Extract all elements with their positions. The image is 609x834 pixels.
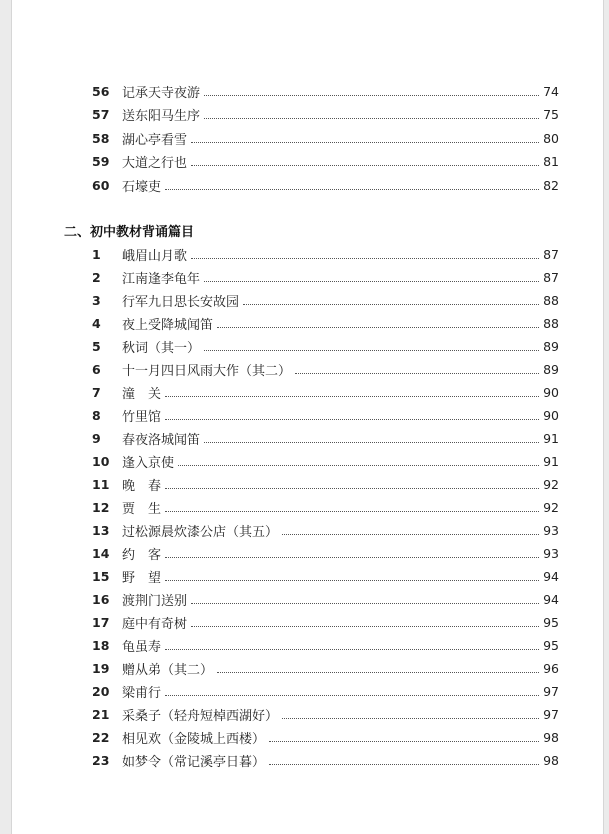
toc-entry-title: 秋词（其一） [122,340,201,356]
toc-entry-number: 18 [92,637,110,653]
toc-entry-number: 13 [92,522,110,538]
dot-leader [269,764,539,765]
toc-entry-title: 过松源晨炊漆公店（其五） [122,524,279,540]
toc-entry-title: 峨眉山月歌 [122,248,188,264]
dot-leader [165,189,539,190]
toc-entry [92,704,559,724]
dot-leader [295,373,539,374]
toc-entry-page: 94 [543,568,559,584]
toc-entry [92,635,559,655]
dot-leader [243,304,539,305]
toc-entry-page: 92 [543,499,559,515]
toc-entry-title: 贾 生 [122,501,162,517]
toc-entry-title: 庭中有奇树 [122,616,188,632]
toc-entry-number: 56 [92,83,110,99]
section-heading: 二、初中教材背诵篇目 [64,225,195,240]
dot-leader [217,327,539,328]
toc-entry-title: 龟虽寿 [122,639,162,655]
toc-entry-number: 6 [92,361,101,377]
toc-entry-page: 89 [543,338,559,354]
toc-entry [92,313,559,333]
toc-entry-number: 5 [92,338,101,354]
toc-entry-title: 赠从弟（其二） [122,662,214,678]
dot-leader [191,626,539,627]
toc-entry-page: 87 [543,269,559,285]
toc-entry-page: 94 [543,591,559,607]
toc-entry [92,244,559,264]
dot-leader [165,649,539,650]
toc-entry-page: 88 [543,315,559,331]
toc-entry-page: 82 [543,177,559,193]
document-page [11,0,604,834]
toc-entry-page: 93 [543,522,559,538]
dot-leader [191,258,539,259]
toc-entry-page: 88 [543,292,559,308]
toc-entry-number: 9 [92,430,101,446]
toc-entry-number: 58 [92,130,110,146]
toc-entry [92,382,559,402]
dot-leader [165,695,539,696]
toc-entry-title: 大道之行也 [122,156,188,172]
toc-entry-number: 1 [92,246,101,262]
toc-entry-number: 2 [92,269,101,285]
toc-entry-number: 3 [92,292,101,308]
toc-entry-number: 4 [92,315,101,331]
dot-leader [204,118,539,119]
toc-entry-number: 22 [92,729,110,745]
dot-leader [191,142,539,143]
toc-entry-number: 17 [92,614,110,630]
toc-entry-number: 11 [92,476,110,492]
toc-entry-page: 92 [543,476,559,492]
toc-entry-title: 春夜洛城闻笛 [122,432,201,448]
toc-entry [92,336,559,356]
toc-entry-title: 梁甫行 [122,685,162,701]
toc-entry-number: 20 [92,683,110,699]
dot-leader [165,511,539,512]
dot-leader [165,580,539,581]
toc-entry-title: 湖心亭看雪 [122,132,188,148]
toc-entry [92,128,559,148]
dot-leader [165,419,539,420]
toc-entry [92,681,559,701]
dot-leader [191,603,539,604]
toc-entry-number: 10 [92,453,110,469]
toc-entry-title: 野 望 [122,570,162,586]
toc-entry-page: 98 [543,752,559,768]
toc-entry-page: 93 [543,545,559,561]
dot-leader [269,741,539,742]
toc-entry [92,81,559,101]
toc-entry-number: 59 [92,154,110,170]
toc-entry-number: 60 [92,177,110,193]
toc-entry-title: 渡荆门送别 [122,593,188,609]
toc-entry-number: 12 [92,499,110,515]
dot-leader [282,534,539,535]
toc-entry-title: 十一月四日风雨大作（其二） [122,363,292,379]
toc-entry-title: 相见欢（金陵城上西楼） [122,731,266,747]
dot-leader [178,465,539,466]
toc-entry-number: 23 [92,752,110,768]
toc-entry [92,543,559,563]
toc-entry-page: 89 [543,361,559,377]
toc-entry-title: 逢入京使 [122,455,175,471]
toc-entry-page: 90 [543,407,559,423]
toc-entry-title: 采桑子（轻舟短棹西湖好） [122,708,279,724]
toc-entry-page: 80 [543,130,559,146]
toc-entry [92,658,559,678]
toc-entry [92,359,559,379]
toc-entry-title: 夜上受降城闻笛 [122,317,214,333]
toc-entry [92,267,559,287]
dot-leader [165,396,539,397]
dot-leader [217,672,539,673]
toc-entry-page: 87 [543,246,559,262]
toc-entry-page: 96 [543,660,559,676]
toc-entry-page: 91 [543,430,559,446]
toc-entry-title: 江南逢李龟年 [122,271,201,287]
toc-entry [92,497,559,517]
toc-entry-title: 石壕吏 [122,179,162,195]
toc-entry-number: 57 [92,107,110,123]
dot-leader [204,350,539,351]
dot-leader [165,557,539,558]
toc-entry [92,750,559,770]
toc-entry-title: 约 客 [122,547,162,563]
toc-entry [92,520,559,540]
dot-leader [191,165,539,166]
toc-entry [92,474,559,494]
toc-entry-page: 81 [543,154,559,170]
toc-entry-title: 送东阳马生序 [122,109,201,125]
toc-entry-number: 21 [92,706,110,722]
toc-entry-page: 74 [543,83,559,99]
toc-entry [92,428,559,448]
toc-entry [92,589,559,609]
toc-entry-page: 98 [543,729,559,745]
toc-entry-title: 如梦令（常记溪亭日暮） [122,754,266,770]
toc-entry-number: 15 [92,568,110,584]
toc-entry-title: 潼 关 [122,386,162,402]
toc-entry-title: 竹里馆 [122,409,162,425]
toc-entry [92,612,559,632]
toc-entry-title: 记承天寺夜游 [122,85,201,101]
dot-leader [204,442,539,443]
toc-entry-number: 7 [92,384,101,400]
toc-entry-number: 16 [92,591,110,607]
toc-entry [92,566,559,586]
toc-entry-page: 97 [543,706,559,722]
toc-entry [92,405,559,425]
toc-entry-page: 75 [543,107,559,123]
toc-entry-page: 97 [543,683,559,699]
toc-entry [92,290,559,310]
toc-entry-number: 19 [92,660,110,676]
toc-entry-page: 95 [543,637,559,653]
toc-entry-page: 91 [543,453,559,469]
dot-leader [204,281,539,282]
toc-entry [92,105,559,125]
dot-leader [204,95,539,96]
toc-entry [92,727,559,747]
toc-entry-number: 8 [92,407,101,423]
toc-entry [92,175,559,195]
toc-entry [92,152,559,172]
toc-entry [92,451,559,471]
toc-entry-number: 14 [92,545,110,561]
toc-entry-page: 95 [543,614,559,630]
toc-entry-title: 行军九日思长安故园 [122,294,240,310]
dot-leader [165,488,539,489]
toc-entry-title: 晚 春 [122,478,162,494]
toc-entry-page: 90 [543,384,559,400]
dot-leader [282,718,539,719]
